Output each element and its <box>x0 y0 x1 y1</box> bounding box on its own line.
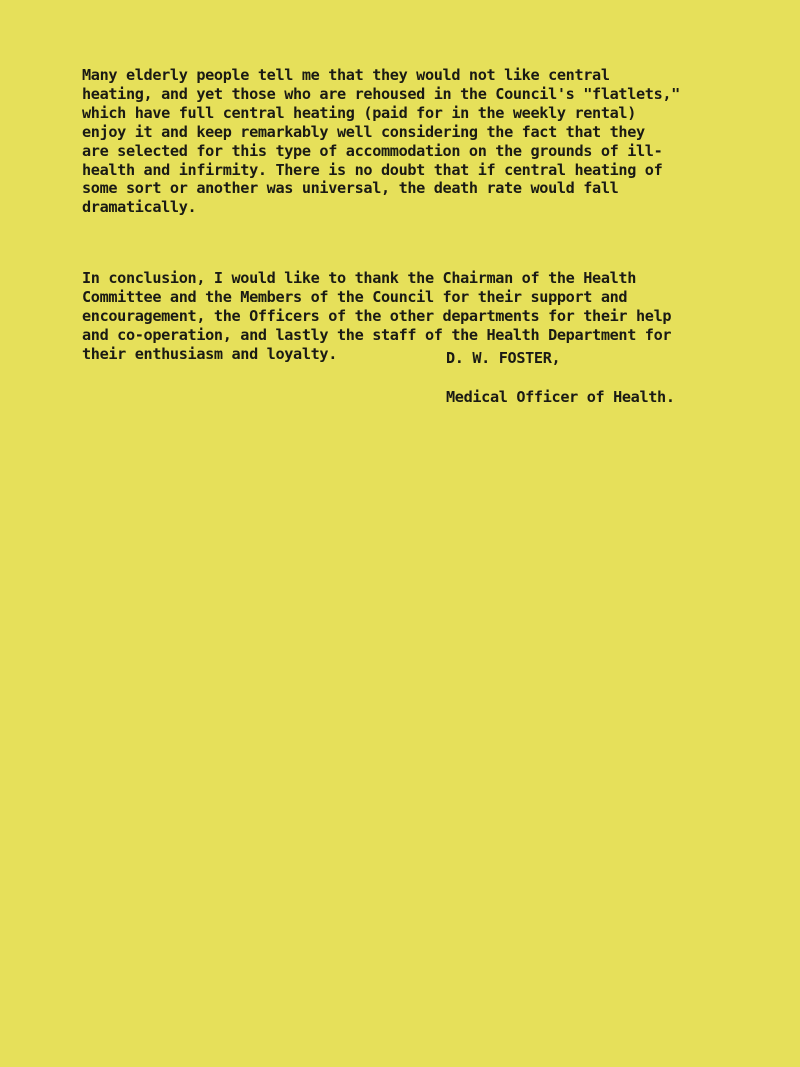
signature-title: Medical Officer of Health. <box>446 388 675 406</box>
signature-name: D. W. FOSTER, <box>446 349 561 367</box>
body-paragraph-central-heating <box>82 66 742 217</box>
body-paragraph-conclusion <box>82 269 742 364</box>
paragraph-text: Many elderly people tell me that they would not like central heating, and yet those who are rehoused in the Council's "flatlets," which have full central heating (paid for in the weekly rental) enjoy it and keep remarkably well considering the fact that they are selected for this type of accommodation on the grounds of ill- health and infirmity. There is no doubt that if central heating of some sort or another was universal, the death rate would fall dramatically. <box>82 66 680 217</box>
paragraph-text: In conclusion, I would like to thank the Chairman of the Health Committee and the Members of the Council for their support and encouragement, the Officers of the other departments for their help and co-operation, and lastly the staff of the Health Department for their enthusiasm and loyalty. <box>82 269 672 363</box>
